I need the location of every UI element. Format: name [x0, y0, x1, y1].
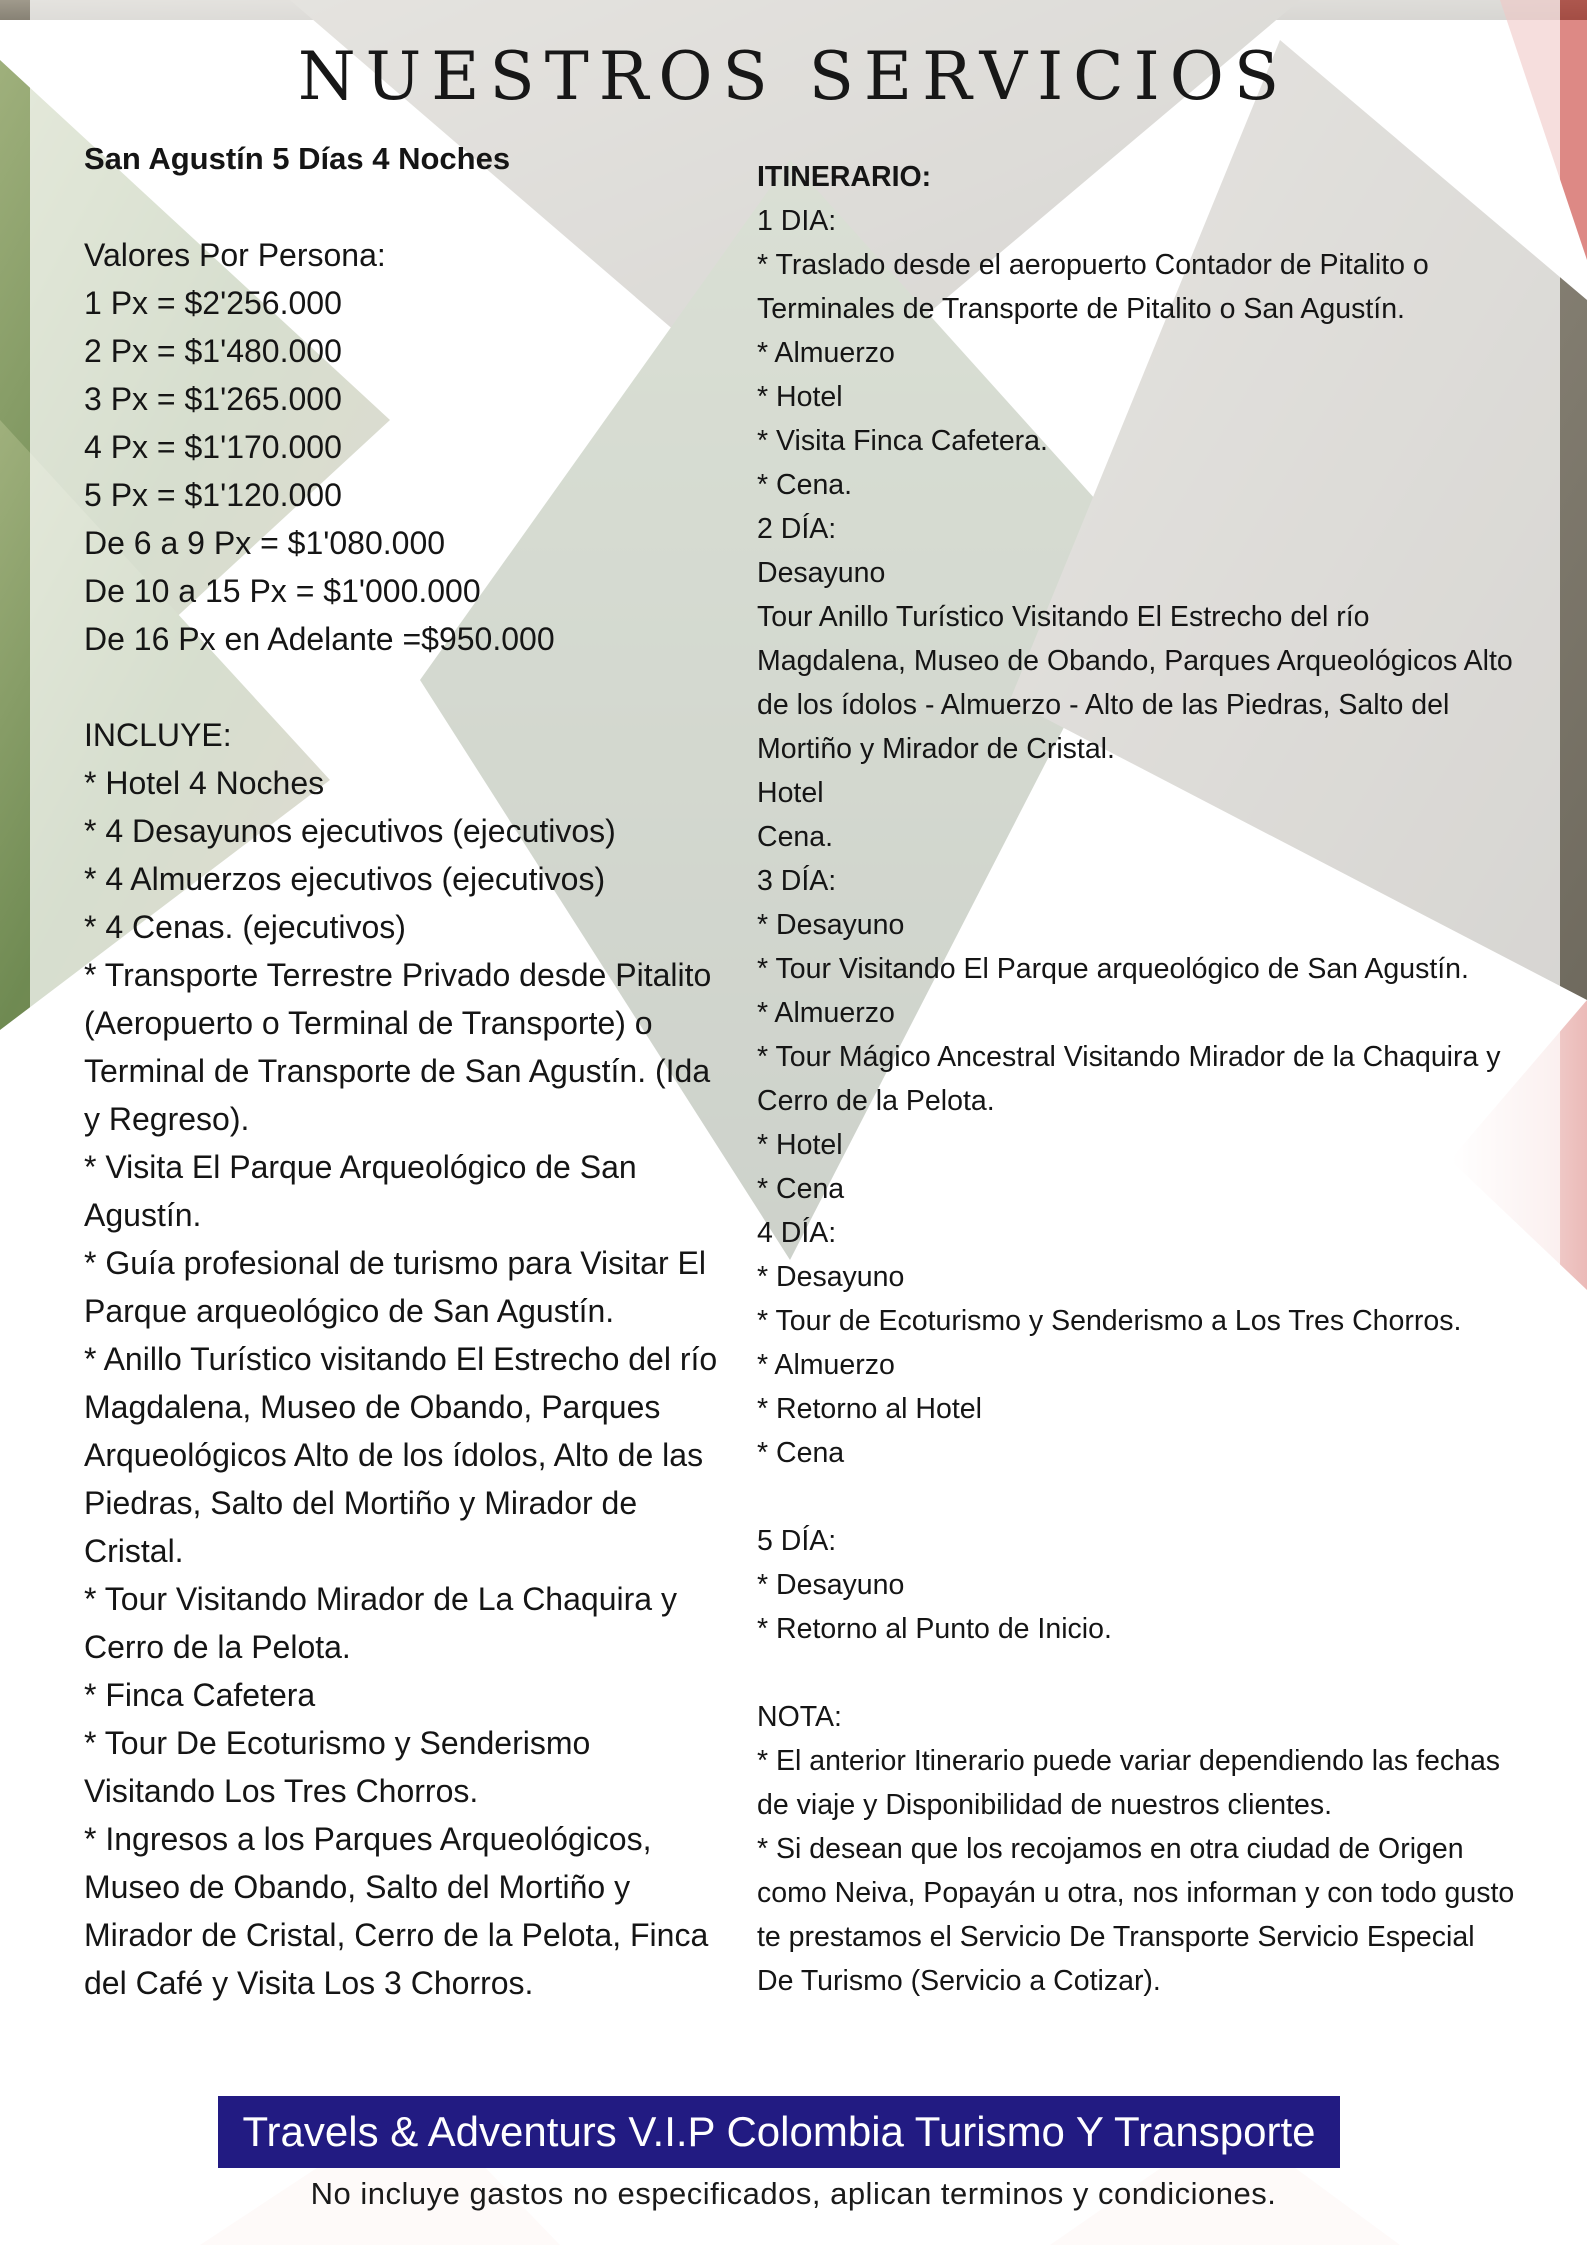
include-item: * Guía profesional de turismo para Visitar El Parque arqueológico de San Agustín. — [84, 1245, 706, 1329]
itinerary-item: * Tour Mágico Ancestral Visitando Mirador de la Chaquira y Cerro de la Pelota. — [757, 1041, 1501, 1117]
day-label: 4 DÍA: — [757, 1217, 837, 1249]
day-label: 5 DÍA: — [757, 1525, 837, 1557]
itinerary-column — [757, 155, 1517, 2003]
note-item: * Si desean que los recojamos en otra ciudad de Origen como Neiva, Popayán u otra, nos informan y con todo gusto te prestamos el Servicio De Transporte Servicio Especial De Turismo (Servicio a Cotizar). — [757, 1833, 1515, 1997]
include-item: * 4 Cenas. (ejecutivos) — [84, 909, 406, 945]
package-column — [84, 135, 724, 2007]
include-item: * Ingresos a los Parques Arqueológicos, Museo de Obando, Salto del Mortiño y Mirador de Cristal, Cerro de la Pelota, Finca del Café y Visita Los 3 Chorros. — [84, 1821, 709, 2001]
price-row: De 6 a 9 Px = $1'080.000 — [84, 525, 446, 561]
price-row: 1 Px = $2'256.000 — [84, 285, 342, 321]
price-row: 5 Px = $1'120.000 — [84, 477, 342, 513]
itinerary-item: * Hotel — [757, 1129, 843, 1161]
itinerary-item: * Desayuno — [757, 1569, 905, 1601]
note-heading: NOTA: — [757, 1701, 842, 1733]
include-item: * Tour Visitando Mirador de La Chaquira y Cerro de la Pelota. — [84, 1581, 677, 1665]
itinerary-item: * Cena. — [757, 469, 853, 501]
include-item: * Hotel 4 Noches — [84, 765, 325, 801]
price-row: 4 Px = $1'170.000 — [84, 429, 342, 465]
include-item: * Transporte Terrestre Privado desde Pitalito (Aeropuerto o Terminal de Transporte) o Terminal de Transporte de San Agustín. (Ida y Regreso). — [84, 957, 712, 1137]
price-row: 3 Px = $1'265.000 — [84, 381, 342, 417]
include-item: * Finca Cafetera — [84, 1677, 316, 1713]
includes-heading: INCLUYE: — [84, 717, 232, 753]
include-item: * Tour De Ecoturismo y Senderismo Visitando Los Tres Chorros. — [84, 1725, 591, 1809]
itinerary-heading: ITINERARIO: — [757, 161, 932, 193]
itinerary-item: Tour Anillo Turístico Visitando El Estrecho del río Magdalena, Museo de Obando, Parques Arqueológicos Alto de los ídolos - Almuerzo - Alto de las Piedras, Salto del Mortiño y Mirador de Cristal. — [757, 601, 1513, 765]
itinerary-item: * Tour de Ecoturismo y Senderismo a Los Tres Chorros. — [757, 1305, 1462, 1337]
itinerary-item: * Visita Finca Cafetera. — [757, 425, 1048, 457]
day-label: 2 DÍA: — [757, 513, 837, 545]
price-row: De 10 a 15 Px = $1'000.000 — [84, 573, 481, 609]
note-item: * El anterior Itinerario puede variar dependiendo las fechas de viaje y Disponibilidad de nuestros clientes. — [757, 1745, 1501, 1821]
itinerary-item: * Almuerzo — [757, 997, 895, 1029]
itinerary-item: * Cena — [757, 1173, 845, 1205]
prices-heading: Valores Por Persona: — [84, 237, 386, 273]
page-title: NUESTROS SERVICIOS — [297, 38, 1290, 115]
itinerary-item: Desayuno — [757, 557, 886, 589]
include-item: * Anillo Turístico visitando El Estrecho del río Magdalena, Museo de Obando, Parques Arqueológicos Alto de los ídolos, Alto de las Piedras, Salto del Mortiño y Mirador de Cristal. — [84, 1341, 718, 1569]
itinerary-item: * Tour Visitando El Parque arqueológico de San Agustín. — [757, 953, 1469, 985]
itinerary-item: * Desayuno — [757, 1261, 905, 1293]
itinerary-item: * Almuerzo — [757, 1349, 895, 1381]
itinerary-item: * Desayuno — [757, 909, 905, 941]
itinerary-item: * Retorno al Punto de Inicio. — [757, 1613, 1112, 1645]
itinerary-item: * Cena — [757, 1437, 845, 1469]
itinerary-item: Cena. — [757, 821, 834, 853]
itinerary-item: Hotel — [757, 777, 824, 809]
company-name: Travels & Adventurs V.I.P Colombia Turismo Y Transporte — [242, 2108, 1316, 2155]
include-item: * 4 Almuerzos ejecutivos (ejecutivos) — [84, 861, 606, 897]
include-item: * Visita El Parque Arqueológico de San Agustín. — [84, 1149, 637, 1233]
package-name: San Agustín 5 Días 4 Noches — [84, 141, 511, 176]
company-banner — [218, 2096, 1340, 2168]
price-row: De 16 Px en Adelante =$950.000 — [84, 621, 555, 657]
itinerary-item: * Almuerzo — [757, 337, 895, 369]
day-label: 3 DÍA: — [757, 865, 837, 897]
price-row: 2 Px = $1'480.000 — [84, 333, 342, 369]
itinerary-item: * Hotel — [757, 381, 843, 413]
include-item: * 4 Desayunos ejecutivos (ejecutivos) — [84, 813, 616, 849]
day-label: 1 DIA: — [757, 205, 837, 237]
disclaimer-text: No incluye gastos no especificados, aplican terminos y condiciones. — [310, 2176, 1277, 2211]
itinerary-item: * Retorno al Hotel — [757, 1393, 982, 1425]
itinerary-item: * Traslado desde el aeropuerto Contador de Pitalito o Terminales de Transporte de Pitalito o San Agustín. — [757, 249, 1429, 325]
